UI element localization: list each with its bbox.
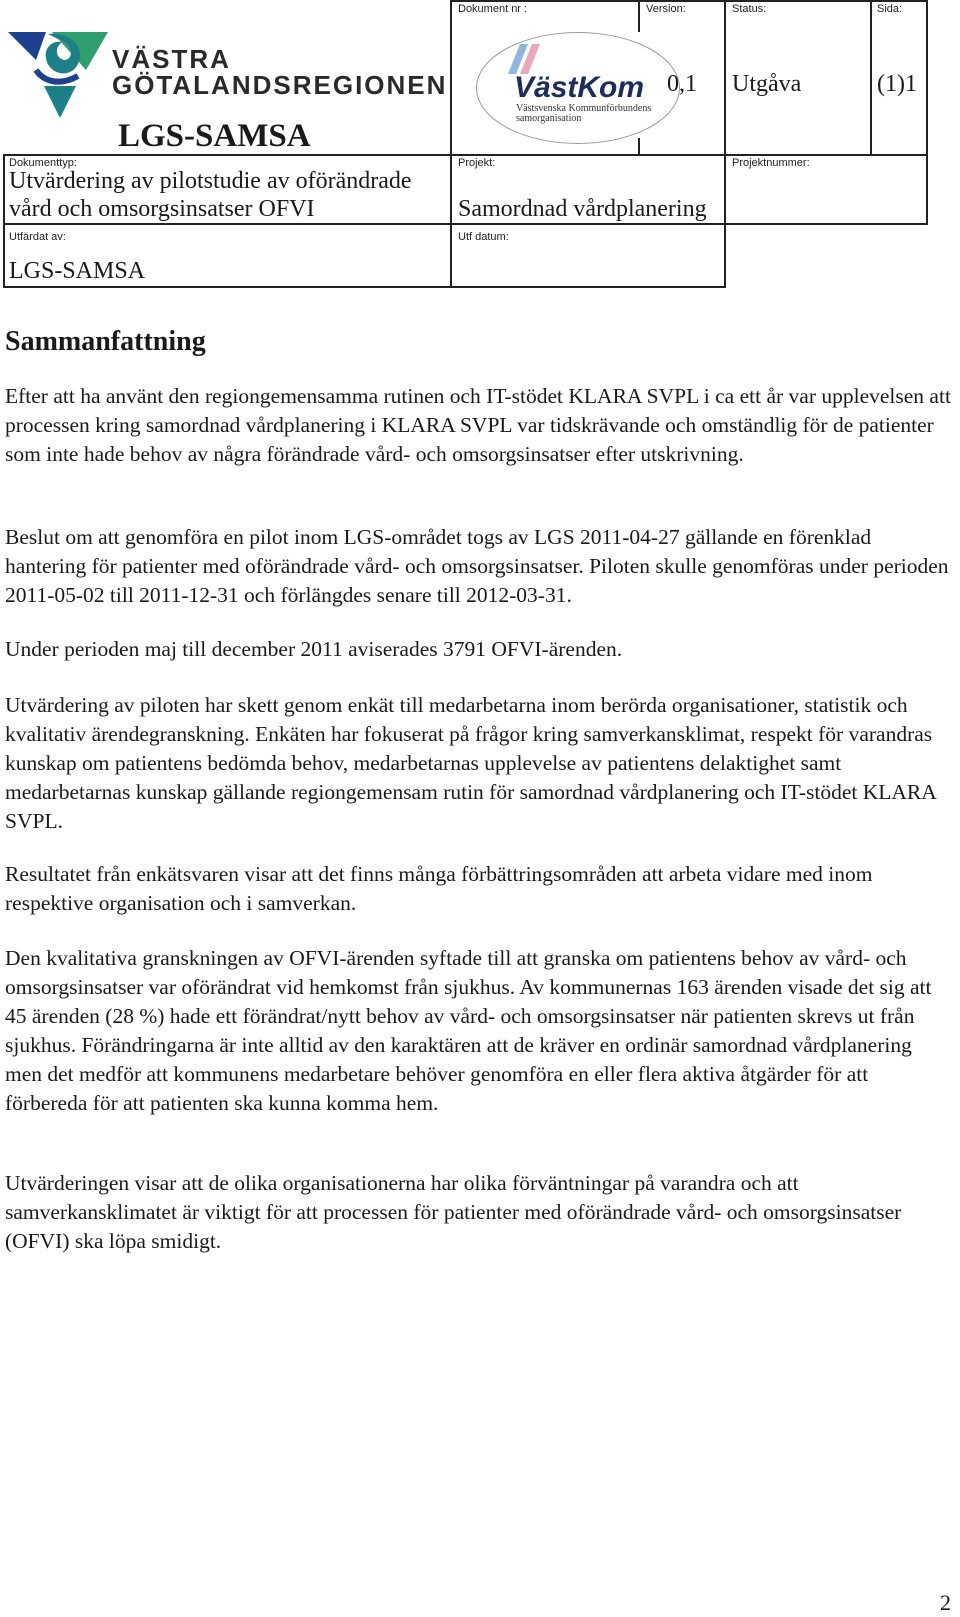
vgr-name-line2: GÖTALANDSREGIONEN [112,70,448,100]
dokumenttyp-value-line2: vård och omsorgsinsatser OFVI [9,196,315,222]
vgr-name-line1: VÄSTRA [112,44,231,74]
header-rule-2 [3,223,928,225]
paragraph-1: Efter att ha använt den regiongemensamma rutinen och IT-stödet KLARA SVPL i ca ett år var upplevelsen att processen kring samordnad vårdplanering i KLARA SVPL var tidskrävande och omständlig för de patienter som inte hade behov av några förändrade vård- och omsorgsinsatser efter utskrivning. [5,384,951,466]
projektnummer-label: Projektnummer: [732,157,810,169]
header-vrule-5 [870,0,872,155]
projekt-label: Projekt: [458,157,496,169]
status-value: Utgåva [732,71,802,97]
header-vrule-left [3,154,5,288]
status-label: Status: [732,3,767,15]
paragraph-6: Den kvalitativa granskningen av OFVI-ärenden syftade till att granska om patientens behov av vård- och omsorgsinsatser var oförändrat vid hemkomst från sjukhus. Av kommunernas 163 ärenden visade det sig att 45 ärenden (28 %) hade ett förändrat/nytt behov av vård- och omsorgsinsatser när patienten skrevs ut från sjukhus. Förändringarna är inte alltid av den karaktären att de kräver en ordinär samordnad vårdplanering men det medför att kommunens medarbetare behöver genomföra en eller flera aktiva åtgärder för att förbereda för att patienten ska kunna komma hem. [5,946,932,1115]
paragraph-3: Under perioden maj till december 2011 aviserades 3791 OFVI-ärenden. [5,637,623,661]
dokumenttyp-value-line1: Utvärdering av pilotstudie av oförändrade [9,168,412,194]
page-number: 2 [940,1590,951,1615]
paragraph-2: Beslut om att genomföra en pilot inom LGS-området togs av LGS 2011-04-27 gällande en förenklad hantering för patienter med oförändrade vård- och omsorgsinsatser. Piloten skulle genomföras under perioden 2011-05-02 till 2011-12-31 och förlängdes senare till 2012-03-31. [5,525,949,607]
projekt-value: Samordnad vårdplanering [458,196,707,222]
header-vrule-3-bottom [638,138,640,154]
version-value: 0,1 [667,71,697,97]
header-vrule-3-top [638,0,640,32]
vgr-logo-mark-icon [8,30,112,122]
section-title: Sammanfattning [5,326,206,357]
paragraph-4: Utvärdering av piloten har skett genom enkät till medarbetarna inom berörda organisationer, statistik och kvalitativ ärendegranskning. Enkäten har fokuserat på frågor kring samverkansklimat, respekt för varandras kunskap om patientens bedömda behov, medarbetarnas upplevelse av patientens delaktighet samt medarbetarnas kunskap gällande regiongemensam rutin för samordnad vårdplanering och IT-stödet KLARA SVPL. [5,693,936,833]
paragraph-5: Resultatet från enkätsvaren visar att det finns många förbättringsområden att arbeta vidare med inom respektive organisation och i samverkan. [5,862,873,915]
vastkom-subtitle-1: Västsvenska Kommunförbundens [516,103,652,114]
header-rule-bottom [3,286,726,288]
vastkom-subtitle-2: samorganisation [516,113,582,124]
version-label: Version: [646,3,686,15]
header-vrule-2 [450,0,452,288]
dokumenttyp-label: Dokumenttyp: [9,157,77,169]
vastkom-name: VästKom [514,71,645,104]
utfardat-label: Utfärdat av: [9,231,66,243]
header-rule-top [450,0,928,2]
header-vrule-right [926,0,928,225]
sida-label: Sida: [877,3,903,15]
paragraph-7: Utvärderingen visar att de olika organisationerna har olika förväntningar på varandra och att samverkansklimatet är viktigt för att processen för patienter med oförändrade vård- och omsorgsinsatser (OFVI) ska löpa smidigt. [5,1171,902,1253]
dokument-nr-label: Dokument nr : [458,3,528,15]
utfardat-value: LGS-SAMSA [9,258,146,284]
header-vrule-4 [724,0,726,288]
sida-value: (1)1 [877,71,917,97]
lgs-samsa-title: LGS-SAMSA [118,118,311,154]
utf-datum-label: Utf datum: [458,231,509,243]
